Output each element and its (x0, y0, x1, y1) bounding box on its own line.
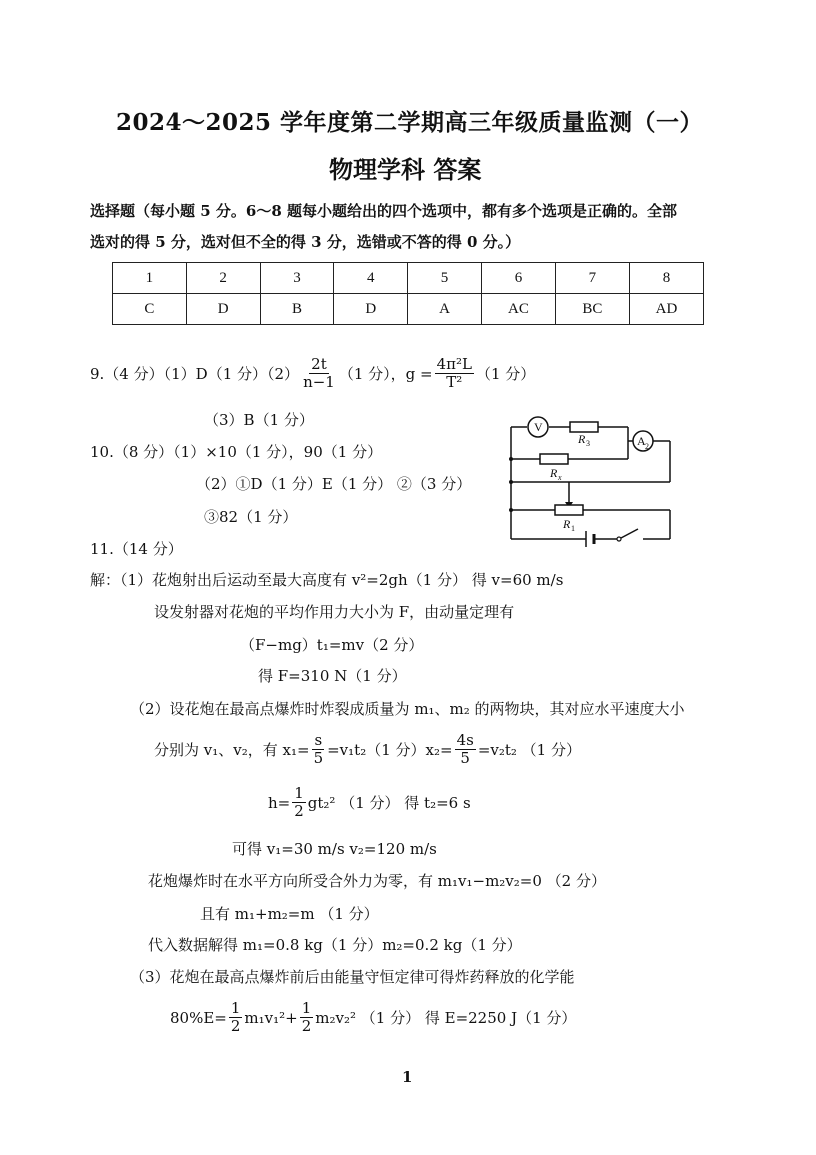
table-cell: AD (629, 294, 703, 325)
q11-line-5: （2）设花炮在最高点爆炸时炸裂成质量为 m₁、m₂ 的两物块，其对应水平速度大小 (130, 700, 685, 718)
fraction-denominator: 5 (460, 749, 470, 767)
r1-subscript: 1 (571, 524, 575, 533)
q11-line-8: 可得 v₁=30 m/s v₂=120 m/s (232, 840, 437, 858)
instructions-line-2: 选对的得 5 分，选对但不全的得 3 分，选错或不答的得 0 分。） (90, 233, 521, 251)
fraction (292, 785, 306, 820)
r1-label: R (563, 517, 571, 531)
q9-part3: （3）B（1 分） (204, 411, 314, 429)
table-cell: C (113, 294, 187, 325)
switch-icon (617, 537, 621, 541)
table-cell: 6 (481, 263, 555, 294)
fraction-numerator: 1 (294, 784, 304, 802)
text-segment: m₂v₂² （1 分） 得 E=2250 J（1 分） (315, 1009, 577, 1027)
table-cell: 1 (113, 263, 187, 294)
q10-line-3: ③82（1 分） (204, 508, 298, 526)
q11-line-12: （3）花炮在最高点爆炸前后由能量守恒定律可得炸药释放的化学能 (130, 968, 575, 986)
table-cell: D (186, 294, 260, 325)
fraction-denominator: 2 (230, 1017, 241, 1035)
fraction-denominator: 2 (294, 802, 304, 820)
rx-label: R (550, 466, 558, 480)
text-segment: =v₁t₂（1 分）x₂= (327, 741, 453, 759)
q11-line-10: 且有 m₁+m₂=m （1 分） (200, 905, 379, 923)
table-cell: A (408, 294, 482, 325)
q11-line-7 (268, 785, 471, 820)
page-title: 2024～2025 学年度第二学期高三年级质量监测（一） (116, 109, 704, 136)
fraction-numerator: 1 (301, 999, 312, 1017)
q11-line-2: 设发射器对花炮的平均作用力大小为 F，由动量定理有 (154, 603, 515, 621)
table-cell: D (334, 294, 408, 325)
text-segment: 80%E= (170, 1008, 227, 1027)
fraction (300, 1000, 314, 1035)
fraction-numerator: 1 (230, 999, 241, 1017)
fraction-denominator: 2 (301, 1017, 312, 1035)
ammeter-subscript: 2 (645, 442, 649, 451)
table-cell: 5 (408, 263, 482, 294)
fraction (455, 732, 476, 767)
fraction-numerator: 2t (311, 355, 327, 373)
rheostat-r1-icon (555, 505, 583, 515)
q10-line-1: 10.（8 分）（1）×10（1 分），90（1 分） (90, 443, 383, 461)
resistor-rx-icon (540, 454, 568, 464)
q11-line-4: 得 F=310 N（1 分） (258, 667, 407, 685)
page-subtitle: 物理学科 答案 (329, 155, 482, 184)
ammeter-label: A (637, 434, 646, 448)
q9-head: 9.（4 分）（1）D（1 分）（2） (90, 365, 300, 383)
fraction-denominator: n−1 (303, 373, 335, 391)
table-cell: BC (555, 294, 629, 325)
text-segment: m₁v₁²+ (244, 1008, 298, 1027)
text-segment: gt₂² （1 分） 得 t₂=6 s (307, 794, 471, 812)
q11-line-1: 解：（1）花炮射出后运动至最大高度有 v²=2gh（1 分） 得 v=60 m/s (90, 571, 564, 589)
fraction-denominator: T² (446, 373, 463, 391)
circuit-diagram (500, 410, 680, 555)
q10-line-2: （2）①D（1 分）E（1 分） ②（3 分） (196, 475, 472, 493)
q11-line-13 (170, 1000, 576, 1035)
q11-line-3: （F−mg）t₁=mv（2 分） (240, 636, 424, 654)
fraction-numerator: 4π²L (436, 355, 472, 373)
q11-head: 11.（14 分） (90, 540, 183, 558)
fraction (312, 732, 326, 767)
q9-mid: （1 分），g = (338, 365, 433, 383)
text-segment: 分别为 v₁、v₂，有 x₁= (154, 741, 310, 759)
r3-label: R (578, 432, 586, 446)
text-segment: =v₂t₂ （1 分） (477, 741, 581, 759)
table-cell: 7 (555, 263, 629, 294)
rx-subscript: x (558, 473, 562, 482)
q9-fraction-2 (435, 356, 474, 391)
fraction-numerator: s (314, 731, 323, 749)
voltmeter-label: V (534, 420, 543, 434)
text-segment: h= (268, 793, 291, 812)
q11-line-11: 代入数据解得 m₁=0.8 kg（1 分）m₂=0.2 kg（1 分） (148, 936, 522, 954)
fraction (229, 1000, 243, 1035)
page-number: 1 (402, 1068, 413, 1086)
answer-table (112, 262, 704, 325)
q11-line-9: 花炮爆炸时在水平方向所受合外力为零，有 m₁v₁−m₂v₂=0 （2 分） (148, 872, 606, 890)
table-cell: B (260, 294, 334, 325)
q9-line (90, 356, 535, 391)
fraction-numerator: 4s (456, 731, 474, 749)
question-number-row (113, 263, 704, 294)
table-cell: 3 (260, 263, 334, 294)
fraction-denominator: 5 (313, 749, 324, 767)
q9-tail: （1 分） (476, 365, 536, 383)
answer-row (113, 294, 704, 325)
instructions-line-1: 选择题（每小题 5 分。6～8 题每小题给出的四个选项中，都有多个选项是正确的。全部 (90, 202, 677, 220)
table-cell: 4 (334, 263, 408, 294)
table-cell: AC (481, 294, 555, 325)
r3-subscript: 3 (586, 439, 590, 448)
q9-fraction-1 (301, 356, 337, 391)
q11-line-6 (154, 732, 581, 767)
table-cell: 2 (186, 263, 260, 294)
resistor-r3-icon (570, 422, 598, 432)
table-cell: 8 (629, 263, 703, 294)
